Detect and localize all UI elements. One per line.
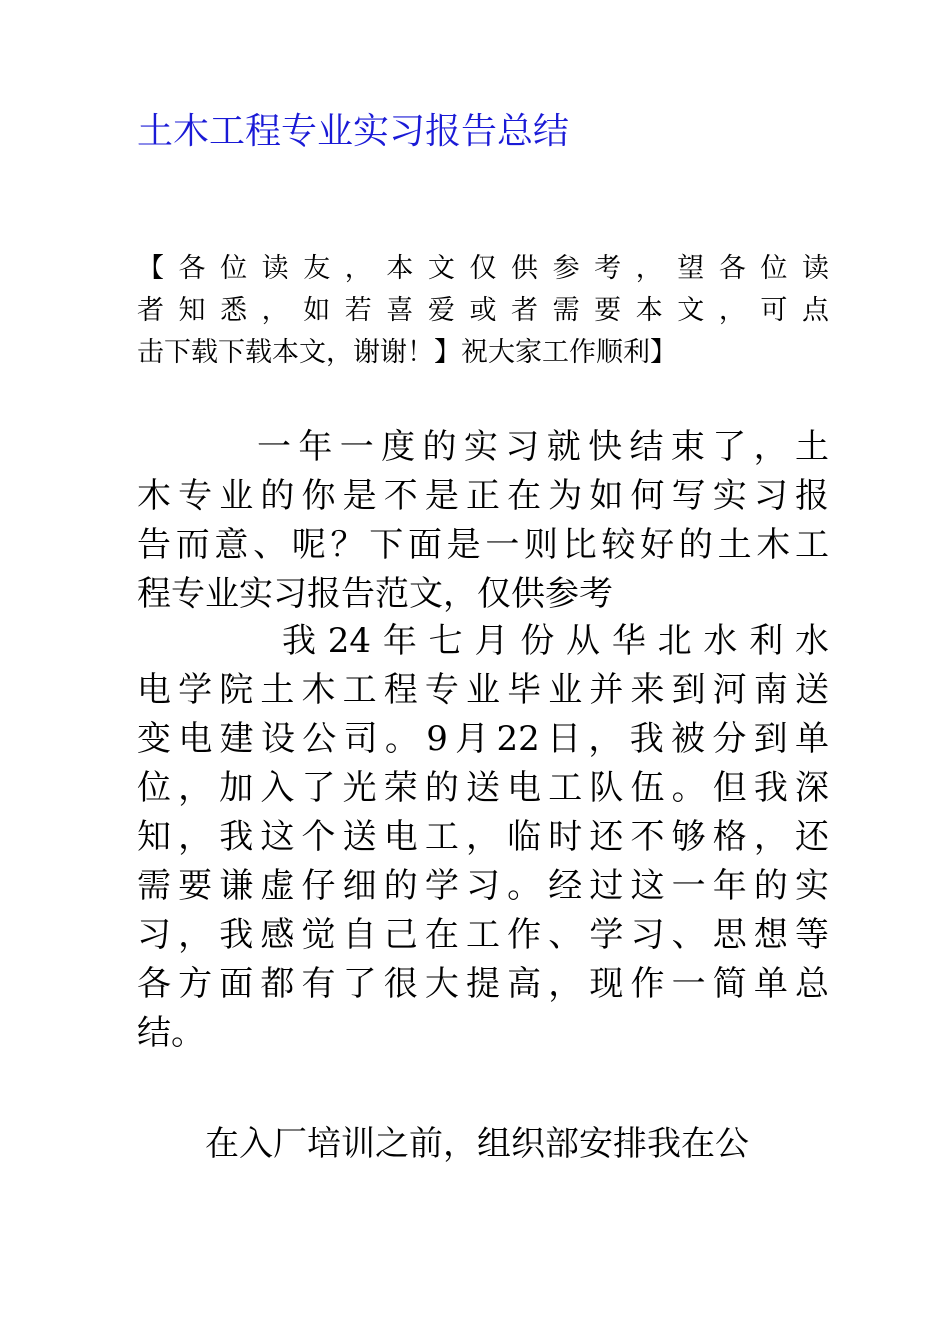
intro-paragraph	[137, 423, 829, 619]
body-line-9: 结。	[137, 1013, 205, 1053]
body-line-6: 需要谦虚仔细的学习。经过这一年的实	[137, 866, 829, 906]
body-line-5: 知，我这个送电工，临时还不够格，还	[137, 817, 829, 857]
intro-line-2: 木专业的你是不是正在为如何写实习报	[137, 476, 829, 516]
document-title: 土木工程专业实习报告总结	[137, 111, 570, 152]
notice-line-3: 击下载下载本文，谢谢！】祝大家工作顺利】	[137, 337, 677, 368]
training-paragraph: 在入厂培训之前，组织部安排我在公	[205, 1124, 749, 1164]
intro-line-3: 告而意、呢？下面是一则比较好的土木工	[137, 525, 829, 565]
body-line-2: 电学院土木工程专业毕业并来到河南送	[137, 670, 829, 710]
notice-line-2: 者知悉，如若喜爱或者需要本文，可点	[137, 295, 829, 326]
intro-line-1: 一年一度的实习就快结束了，土	[257, 427, 829, 467]
body-line-7: 习，我感觉自己在工作、学习、思想等	[137, 915, 829, 955]
body-line-3: 变电建设公司。9月22日，我被分到单	[137, 719, 829, 759]
body-line-1: 我24年七月份从华北水利水	[282, 621, 829, 661]
intro-line-4: 程专业实习报告范文，仅供参考	[137, 574, 613, 614]
body-line-4: 位，加入了光荣的送电工队伍。但我深	[137, 768, 829, 808]
body-line-8: 各方面都有了很大提高，现作一简单总	[137, 964, 829, 1004]
reader-notice	[137, 248, 829, 374]
notice-line-1: 【各位读友，本文仅供参考，望各位读	[137, 253, 829, 284]
body-paragraph	[137, 617, 829, 1058]
